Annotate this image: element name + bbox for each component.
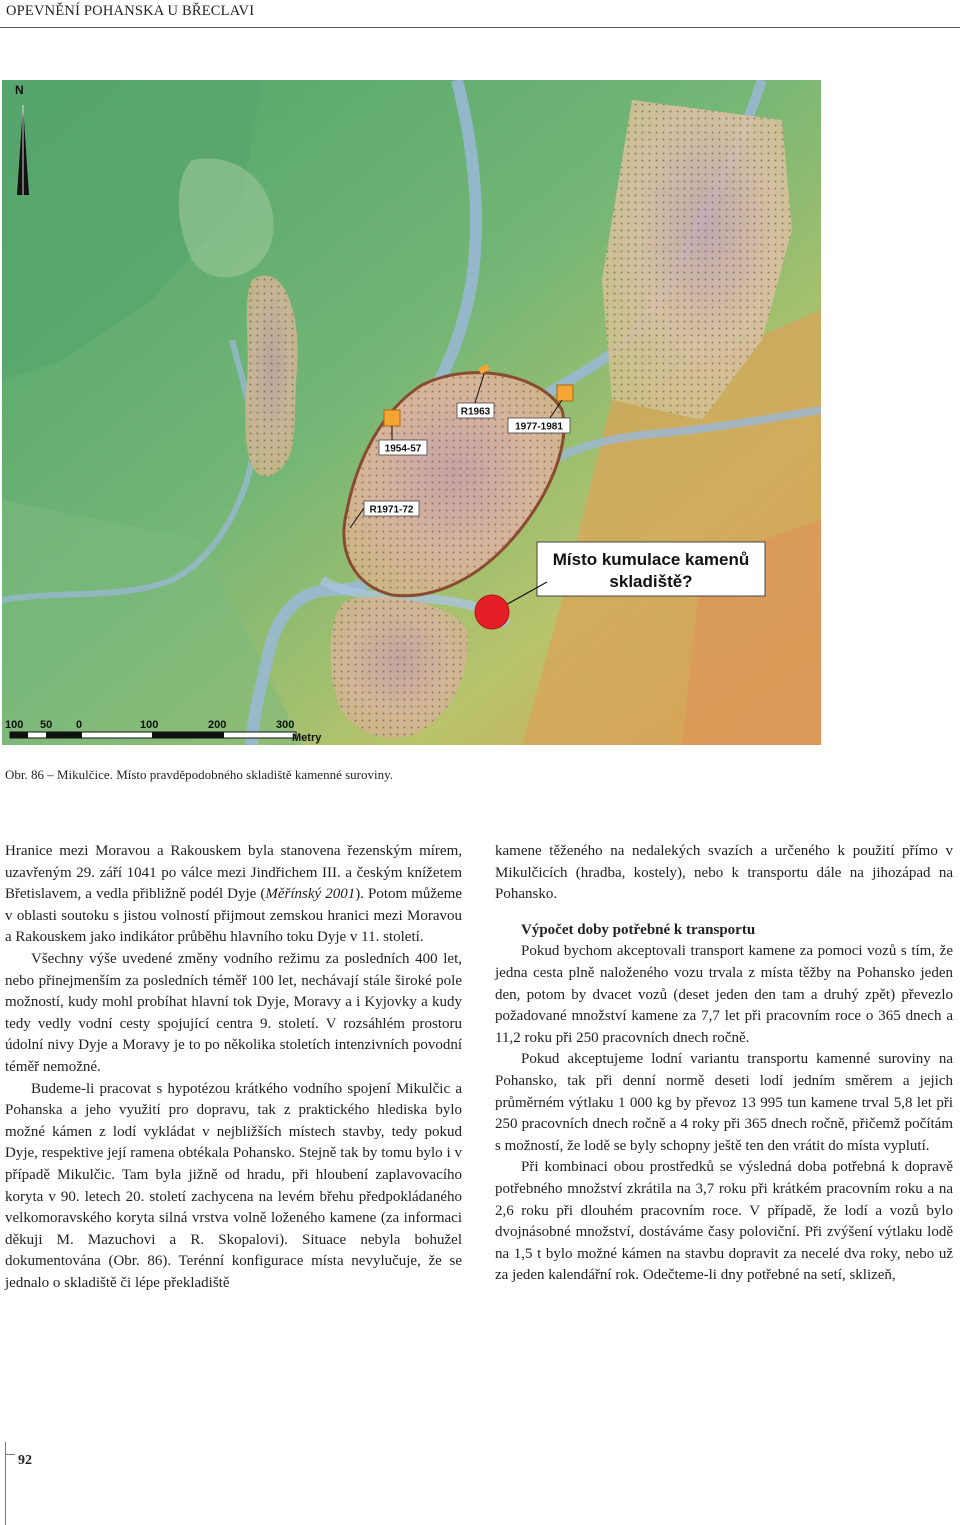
svg-text:R1963: R1963 [460,406,491,418]
page-number: 92 [18,1453,32,1468]
paragraph: Při kombinaci obou prostředků se výsledná doba potřebná k dopravě potřebného množství zkrátila na 3,7 roku při krátkém pracovním roku a na 2,6 roku při dlouhém pracovním roce. V případě, že lodí a vozů bylo dvojnásobné množství, dostáváme časy poloviční. Při zvýšení výtlaku lodě na 1,5 t bylo možné kámen na stavbu dopravit za necelé dva roky, nebo už za jeden kalendářní rok. Odečteme-li dny potřebné na setí, sklizeň, [495,1159,953,1284]
excavation-marker [384,410,400,426]
citation: Měřínský 2001 [265,886,356,903]
svg-text:R1971-72: R1971-72 [369,504,414,516]
excavation-marker [557,385,573,401]
callout-box [537,542,765,596]
running-head: OPEVNĚNÍ POHANSKA U BŘECLAVI [6,3,255,19]
section-heading: Výpočet doby potřebné k transportu [521,921,756,938]
svg-text:100: 100 [140,719,159,731]
margin-tick [5,1454,15,1455]
north-label: N [15,83,24,97]
paragraph: Budeme-li pracovat s hypotézou krátkého vodního spojení Mikulčic a Pohanska a jeho využití pro dopravu, tak z praktického hlediska bylo možné kámen z lodí vykládat v nejbližších místech stavby, tedy pokud Dyje, respektive její ramena obtékala Pohansko. Stejně tak by tomu bylo i v případě Mikulčic. Tam byla jižně od hradu, při hloubení zaplavovacího koryta v 90. letech 20. století zachycena na levém břehu předpokládaného velkomoravského koryta silná vrstva volně loženého kamene (za informaci děkuji M. Mazuchovi a R. Skopalovi). Situace nebyla bohužel dokumentována (Obr. 86). Terénní konfigurace místa nevylučuje, že se jednalo o skladiště či lépe překladiště [5,1080,462,1291]
map-figure [2,80,821,745]
paragraph: Pokud akceptujeme lodní variantu transportu kamenné suroviny na Pohansko, tak při denní normě deseti lodí jedním směrem a jejich průměrném výtlaku 1 000 kg by převoz 13 995 tun kamene trval 5,8 let při 250 pracovních dnech ročně a 4 roky při 365 dnech ročně, přičemž počítám s možností, že lodě se byly schopny ještě ten den vrátit do místa vyplutí. [495,1051,953,1154]
svg-text:skladiště?: skladiště? [609,572,693,591]
svg-text:200: 200 [208,719,227,731]
left-column [5,841,462,1294]
svg-text:50: 50 [40,719,53,731]
paragraph: Pokud bychom akceptovali transport kamene za pomoci vozů s tím, že jedna cesta plně naloženého vozu trvala z místa těžby na Pohansko jeden den, potom by dvacet vozů (deset jeden den tam a druhý zpět) převezlo požadované množství kamene za 7,7 let při pracovním roce o 365 dnech a 11,2 roku při 250 pracovních dnech ročně. [495,943,953,1046]
svg-text:0: 0 [76,719,83,731]
label-1954-57 [379,440,427,455]
paragraph: Všechny výše uvedené změny vodního režimu za posledních 400 let, nebo přinejmenším za posledních téměř 100 let, nechávají stále široké pole možností, kudy mohl probíhat hlavní tok Dyje, Moravy a i Kyjovky a kudy tedy vedly vodní cesty spojující centra 9. století. V rozsáhlém prostoru údolní nivy Dyje a Moravy je to po několika stoletích intenzivních povodní téměř nemožné. [5,950,462,1075]
stone-storage-marker [475,595,509,629]
paragraph: Hranice mezi Moravou a Rakouskem byla stanovena řezenským mírem, uzavřeným 29. září 1041 po válce mezi Jindřichem III. a českým knížetem Břetislavem, a vedla přibližně podél Dyje (Měřínský 2001). Potom můžeme v oblasti soutoku s jistou volností přijmout zemskou hranici mezi Moravou a Rakouskem jako indikátor průběhu hlavního toku Dyje v 11. století. [5,843,462,946]
svg-text:1954-57: 1954-57 [384,443,422,455]
right-column [495,841,953,1287]
svg-text:1977-1981: 1977-1981 [515,421,563,433]
svg-text:Místo kumulace kamenů: Místo kumulace kamenů [552,550,750,569]
svg-text:100: 100 [5,719,24,731]
label-r1963 [457,403,494,418]
svg-text:Metry: Metry [292,732,322,744]
figure-caption: Obr. 86 – Mikulčice. Místo pravděpodobného skladiště kamenné suroviny. [5,767,394,782]
paragraph: kamene těženého na nedalekých svazích a určeného k použití přímo v Mikulčicích (hradba, kostely), nebo k transportu dále na jihozápad na Pohansko. [495,843,953,903]
svg-text:300: 300 [276,719,295,731]
header-rule [0,27,960,28]
label-r1971-72 [364,501,419,516]
label-1977-1981 [508,418,570,433]
